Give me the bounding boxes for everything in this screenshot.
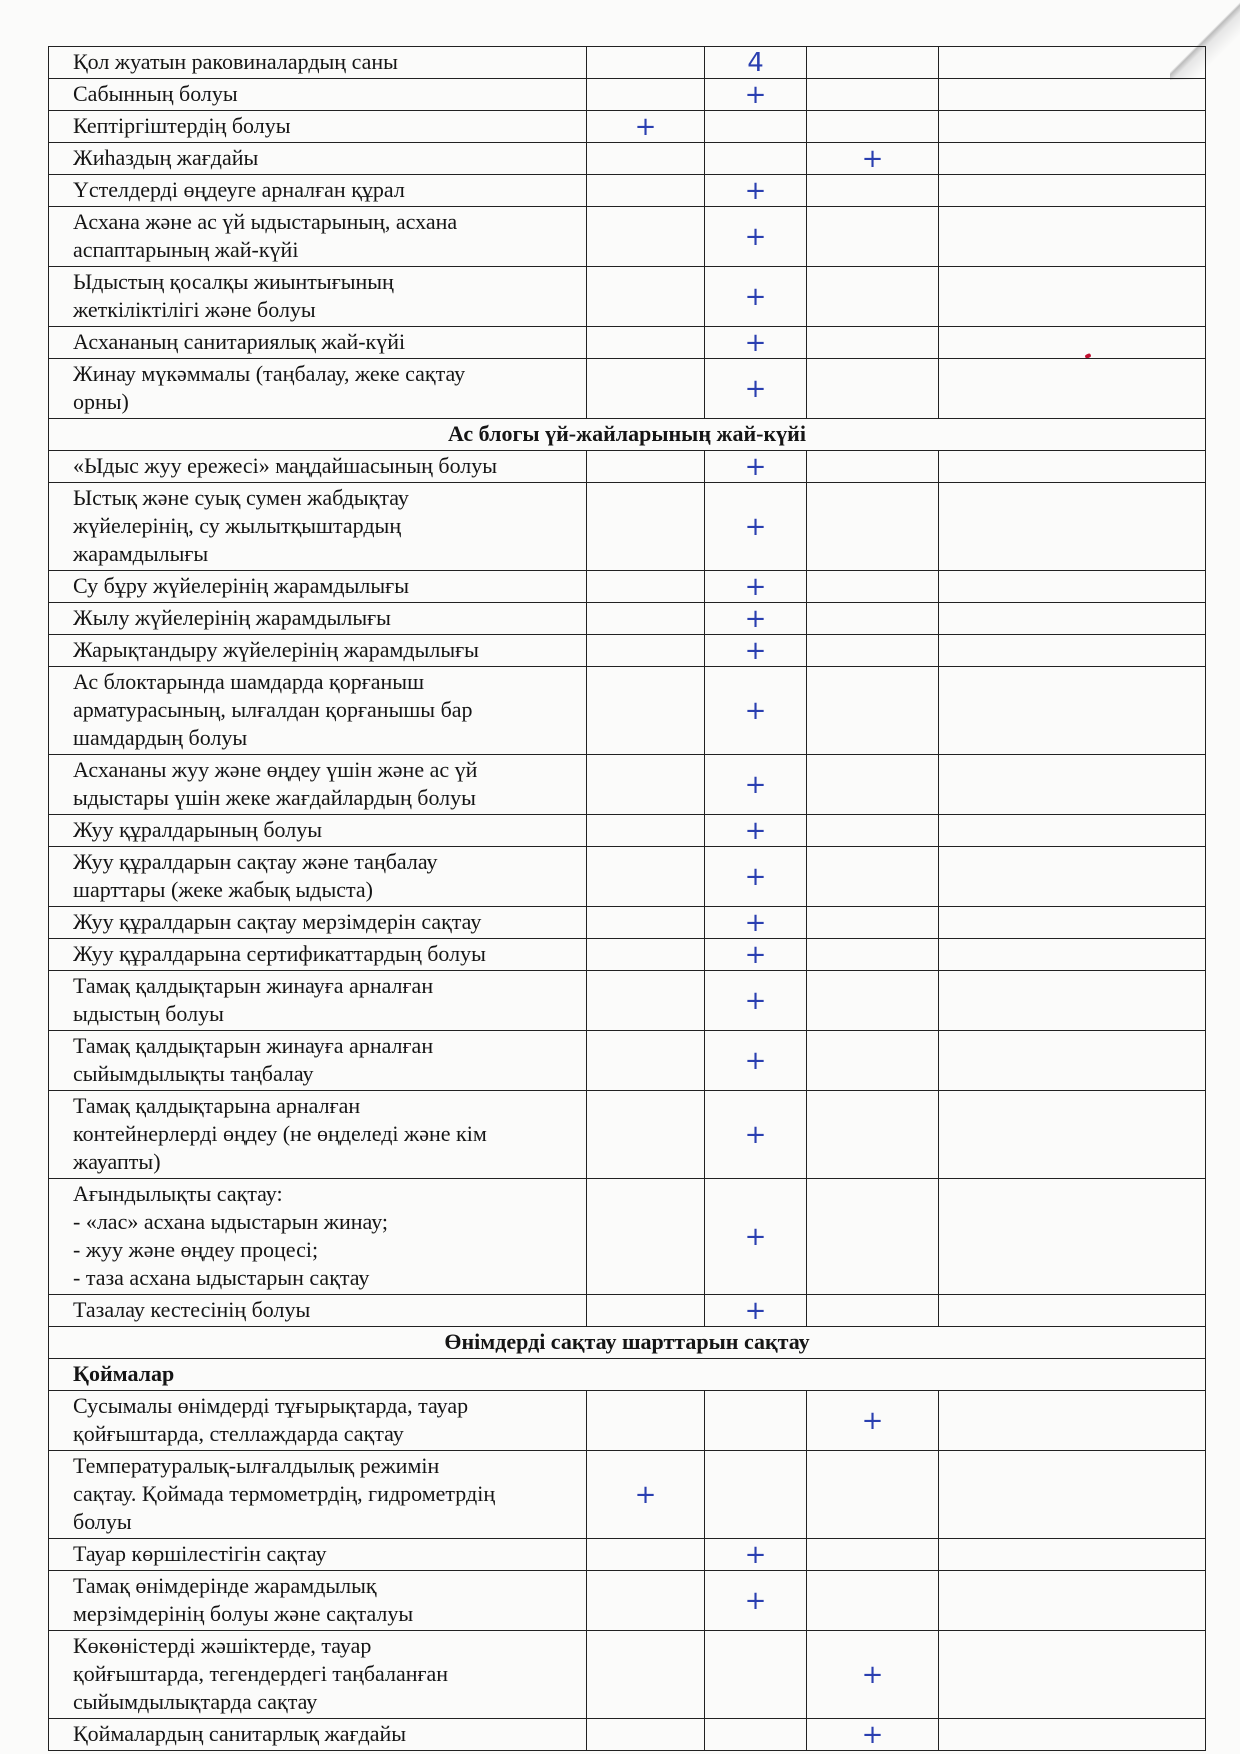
checklist-row	[49, 1391, 1206, 1451]
assessment-cell-col1	[587, 207, 705, 267]
assessment-cell-col1	[587, 1031, 705, 1091]
assessment-cell-col3	[807, 1571, 939, 1631]
assessment-cell-col4	[939, 327, 1206, 359]
assessment-cell-col2: +	[705, 1571, 807, 1631]
checklist-row	[49, 939, 1206, 971]
assessment-cell-col4	[939, 571, 1206, 603]
assessment-cell-col4	[939, 971, 1206, 1031]
assessment-cell-col1	[587, 175, 705, 207]
criterion-label: Асхана және ас үй ыдыстарының, асхана аспаптарының жай-күйі	[49, 207, 587, 267]
assessment-cell-col3	[807, 483, 939, 571]
checklist-row	[49, 207, 1206, 267]
assessment-cell-col1	[587, 755, 705, 815]
assessment-cell-col3	[807, 1179, 939, 1295]
assessment-cell-col1	[587, 939, 705, 971]
assessment-cell-col2: +	[705, 815, 807, 847]
assessment-cell-col3	[807, 267, 939, 327]
criterion-label: Асхананың санитариялық жай-күйі	[49, 327, 587, 359]
assessment-cell-col4	[939, 1295, 1206, 1327]
criterion-label: Үстелдерді өңдеуге арналған құрал	[49, 175, 587, 207]
criterion-label: Ыдыстың қосалқы жиынтығының жеткіліктілігі және болуы	[49, 267, 587, 327]
assessment-cell-col4	[939, 755, 1206, 815]
assessment-cell-col3	[807, 907, 939, 939]
criterion-label: Жарықтандыру жүйелерінің жарамдылығы	[49, 635, 587, 667]
assessment-cell-col1	[587, 143, 705, 175]
assessment-cell-col1	[587, 1391, 705, 1451]
assessment-cell-col1	[587, 1295, 705, 1327]
assessment-cell-col1	[587, 1539, 705, 1571]
assessment-cell-col4	[939, 451, 1206, 483]
assessment-cell-col4	[939, 635, 1206, 667]
checklist-row	[49, 1031, 1206, 1091]
assessment-cell-col3	[807, 207, 939, 267]
assessment-cell-col1	[587, 571, 705, 603]
checklist-row	[49, 451, 1206, 483]
assessment-cell-col1	[587, 47, 705, 79]
criterion-label: Жуу құралдарын сақтау мерзімдерін сақтау	[49, 907, 587, 939]
assessment-cell-col1	[587, 451, 705, 483]
assessment-cell-col2: +	[705, 175, 807, 207]
checklist-row	[49, 483, 1206, 571]
assessment-cell-col4	[939, 79, 1206, 111]
assessment-cell-col1	[587, 79, 705, 111]
assessment-cell-col3	[807, 359, 939, 419]
assessment-cell-col4	[939, 175, 1206, 207]
criterion-label: Сусымалы өнімдерді тұғырықтарда, тауар қойғыштарда, стеллаждарда сақтау	[49, 1391, 587, 1451]
assessment-cell-col3: +	[807, 1391, 939, 1451]
checklist-row	[49, 971, 1206, 1031]
criterion-label: Қоймалардың санитарлық жағдайы	[49, 1719, 587, 1751]
assessment-cell-col4	[939, 1451, 1206, 1539]
checklist-row	[49, 143, 1206, 175]
criterion-label: Ас блоктарында шамдарда қорғаныш арматурасының, ылғалдан қорғанышы бар шамдардың болуы	[49, 667, 587, 755]
assessment-cell-col3	[807, 451, 939, 483]
assessment-cell-col3: +	[807, 1631, 939, 1719]
assessment-cell-col2	[705, 1631, 807, 1719]
assessment-cell-col2: +	[705, 1295, 807, 1327]
assessment-cell-col2: +	[705, 267, 807, 327]
checklist-row	[49, 79, 1206, 111]
checklist-row	[49, 1451, 1206, 1539]
assessment-cell-col3	[807, 603, 939, 635]
assessment-cell-col4	[939, 1719, 1206, 1751]
assessment-cell-col2: +	[705, 1539, 807, 1571]
inspection-checklist-table	[48, 46, 1206, 1751]
assessment-cell-col3	[807, 847, 939, 907]
section-title: Ас блогы үй-жайларының жай-күйі	[49, 419, 1206, 451]
assessment-cell-col1	[587, 359, 705, 419]
checklist-row	[49, 111, 1206, 143]
assessment-cell-col3	[807, 175, 939, 207]
assessment-cell-col2	[705, 143, 807, 175]
assessment-cell-col2: +	[705, 603, 807, 635]
assessment-cell-col2: +	[705, 327, 807, 359]
checklist-row	[49, 603, 1206, 635]
criterion-label: Тамақ қалдықтарына арналған контейнерлерді өңдеу (не өңделеді және кім жауапты)	[49, 1091, 587, 1179]
assessment-cell-col4	[939, 907, 1206, 939]
assessment-cell-col3	[807, 667, 939, 755]
checklist-row	[49, 571, 1206, 603]
subsection-title: Қоймалар	[49, 1359, 1206, 1391]
assessment-cell-col3	[807, 971, 939, 1031]
criterion-label: Тамақ қалдықтарын жинауға арналған ыдыстың болуы	[49, 971, 587, 1031]
assessment-cell-col3	[807, 1539, 939, 1571]
criterion-label: Тамақ өнімдерінде жарамдылық мерзімдерінің болуы және сақталуы	[49, 1571, 587, 1631]
assessment-cell-col3	[807, 815, 939, 847]
checklist-row	[49, 755, 1206, 815]
assessment-cell-col3	[807, 571, 939, 603]
criterion-label: «Ыдыс жуу ережесі» маңдайшасының болуы	[49, 451, 587, 483]
assessment-cell-col1	[587, 667, 705, 755]
assessment-cell-col1	[587, 907, 705, 939]
assessment-cell-col1	[587, 1719, 705, 1751]
checklist-row	[49, 907, 1206, 939]
assessment-cell-col1	[587, 267, 705, 327]
assessment-cell-col4	[939, 1179, 1206, 1295]
section-header-row	[49, 419, 1206, 451]
criterion-label: Жуу құралдарына сертификаттардың болуы	[49, 939, 587, 971]
assessment-cell-col3	[807, 79, 939, 111]
checklist-row	[49, 1631, 1206, 1719]
assessment-cell-col2: +	[705, 483, 807, 571]
assessment-cell-col4	[939, 603, 1206, 635]
criterion-label: Тауар көршілестігін сақтау	[49, 1539, 587, 1571]
assessment-cell-col2	[705, 1451, 807, 1539]
assessment-cell-col3: +	[807, 143, 939, 175]
assessment-cell-col4	[939, 847, 1206, 907]
assessment-cell-col4	[939, 1391, 1206, 1451]
assessment-cell-col3	[807, 939, 939, 971]
assessment-cell-col2: +	[705, 667, 807, 755]
checklist-row	[49, 635, 1206, 667]
criterion-label: Қол жуатын раковиналардың саны	[49, 47, 587, 79]
criterion-label: Су бұру жүйелерінің жарамдылығы	[49, 571, 587, 603]
assessment-cell-col4	[939, 1091, 1206, 1179]
assessment-cell-col2: +	[705, 847, 807, 907]
assessment-cell-col4	[939, 1539, 1206, 1571]
assessment-cell-col2: +	[705, 635, 807, 667]
checklist-row	[49, 327, 1206, 359]
assessment-cell-col2	[705, 1391, 807, 1451]
criterion-label: Жинау мүкәммалы (таңбалау, жеке сақтау орны)	[49, 359, 587, 419]
assessment-cell-col4	[939, 207, 1206, 267]
assessment-cell-col2: +	[705, 1031, 807, 1091]
checklist-row	[49, 1091, 1206, 1179]
assessment-cell-col4	[939, 267, 1206, 327]
assessment-cell-col4	[939, 359, 1206, 419]
assessment-cell-col3	[807, 1295, 939, 1327]
checklist-row	[49, 1539, 1206, 1571]
assessment-cell-col1	[587, 603, 705, 635]
criterion-label: Температуралық-ылғалдылық режимін сақтау. Қоймада термометрдің, гидрометрдің болуы	[49, 1451, 587, 1539]
criterion-label: Ыстық және суық сумен жабдықтау жүйелерінің, су жылытқыштардың жарамдылығы	[49, 483, 587, 571]
criterion-label: Сабынның болуы	[49, 79, 587, 111]
assessment-cell-col1	[587, 815, 705, 847]
assessment-cell-col1	[587, 327, 705, 359]
assessment-cell-col4	[939, 483, 1206, 571]
assessment-cell-col2: +	[705, 907, 807, 939]
criterion-label: Жуу құралдарын сақтау және таңбалау шарттары (жеке жабық ыдыста)	[49, 847, 587, 907]
assessment-cell-col4	[939, 143, 1206, 175]
assessment-cell-col3	[807, 1031, 939, 1091]
assessment-cell-col3	[807, 1091, 939, 1179]
assessment-cell-col4	[939, 47, 1206, 79]
assessment-cell-col4	[939, 667, 1206, 755]
criterion-label: Тазалау кестесінің болуы	[49, 1295, 587, 1327]
assessment-cell-col3	[807, 635, 939, 667]
checklist-row	[49, 1571, 1206, 1631]
assessment-cell-col1	[587, 847, 705, 907]
assessment-cell-col1	[587, 1571, 705, 1631]
assessment-cell-col4	[939, 1031, 1206, 1091]
assessment-cell-col1	[587, 635, 705, 667]
assessment-cell-col2: 4	[705, 47, 807, 79]
assessment-cell-col1: +	[587, 1451, 705, 1539]
assessment-cell-col2	[705, 111, 807, 143]
assessment-cell-col1	[587, 971, 705, 1031]
assessment-cell-col1	[587, 1631, 705, 1719]
assessment-cell-col3	[807, 327, 939, 359]
assessment-cell-col4	[939, 939, 1206, 971]
subsection-header-row	[49, 1359, 1206, 1391]
assessment-cell-col2: +	[705, 571, 807, 603]
assessment-cell-col2: +	[705, 939, 807, 971]
checklist-row	[49, 847, 1206, 907]
checklist-row	[49, 359, 1206, 419]
assessment-cell-col2: +	[705, 451, 807, 483]
assessment-cell-col3	[807, 755, 939, 815]
assessment-cell-col4	[939, 1631, 1206, 1719]
criterion-label: Жылу жүйелерінің жарамдылығы	[49, 603, 587, 635]
checklist-row	[49, 47, 1206, 79]
checklist-rows	[49, 47, 1206, 1751]
assessment-cell-col1: +	[587, 111, 705, 143]
assessment-cell-col1	[587, 1179, 705, 1295]
assessment-cell-col4	[939, 111, 1206, 143]
checklist-row	[49, 175, 1206, 207]
checklist-row	[49, 1295, 1206, 1327]
checklist-row	[49, 815, 1206, 847]
assessment-cell-col2: +	[705, 971, 807, 1031]
assessment-cell-col4	[939, 815, 1206, 847]
criterion-label: Жуу құралдарының болуы	[49, 815, 587, 847]
assessment-cell-col3	[807, 47, 939, 79]
assessment-cell-col2: +	[705, 1091, 807, 1179]
checklist-row	[49, 1179, 1206, 1295]
criterion-label: Тамақ қалдықтарын жинауға арналған сыйымдылықты таңбалау	[49, 1031, 587, 1091]
criterion-label: Асхананы жуу және өңдеу үшін және ас үй ыдыстары үшін жеке жағдайлардың болуы	[49, 755, 587, 815]
checklist-row	[49, 1719, 1206, 1751]
assessment-cell-col3	[807, 1451, 939, 1539]
checklist-row	[49, 667, 1206, 755]
assessment-cell-col1	[587, 483, 705, 571]
criterion-label: Көкөністерді жәшіктерде, тауар қойғыштарда, тегендердегі таңбаланған сыйымдылықтарда сақтау	[49, 1631, 587, 1719]
criterion-label: Ағындылықты сақтау: - «лас» асхана ыдыстарын жинау; - жуу және өңдеу процесі; - таза асхана ыдыстарын сақтау	[49, 1179, 587, 1295]
assessment-cell-col1	[587, 1091, 705, 1179]
assessment-cell-col2: +	[705, 207, 807, 267]
assessment-cell-col2: +	[705, 1179, 807, 1295]
criterion-label: Жиһаздың жағдайы	[49, 143, 587, 175]
assessment-cell-col2	[705, 1719, 807, 1751]
assessment-cell-col4	[939, 1571, 1206, 1631]
checklist-row	[49, 267, 1206, 327]
assessment-cell-col2: +	[705, 79, 807, 111]
section-title: Өнімдерді сақтау шарттарын сақтау	[49, 1327, 1206, 1359]
assessment-cell-col2: +	[705, 359, 807, 419]
section-header-row	[49, 1327, 1206, 1359]
assessment-cell-col2: +	[705, 755, 807, 815]
assessment-cell-col3	[807, 111, 939, 143]
criterion-label: Кептіргіштердің болуы	[49, 111, 587, 143]
assessment-cell-col3: +	[807, 1719, 939, 1751]
